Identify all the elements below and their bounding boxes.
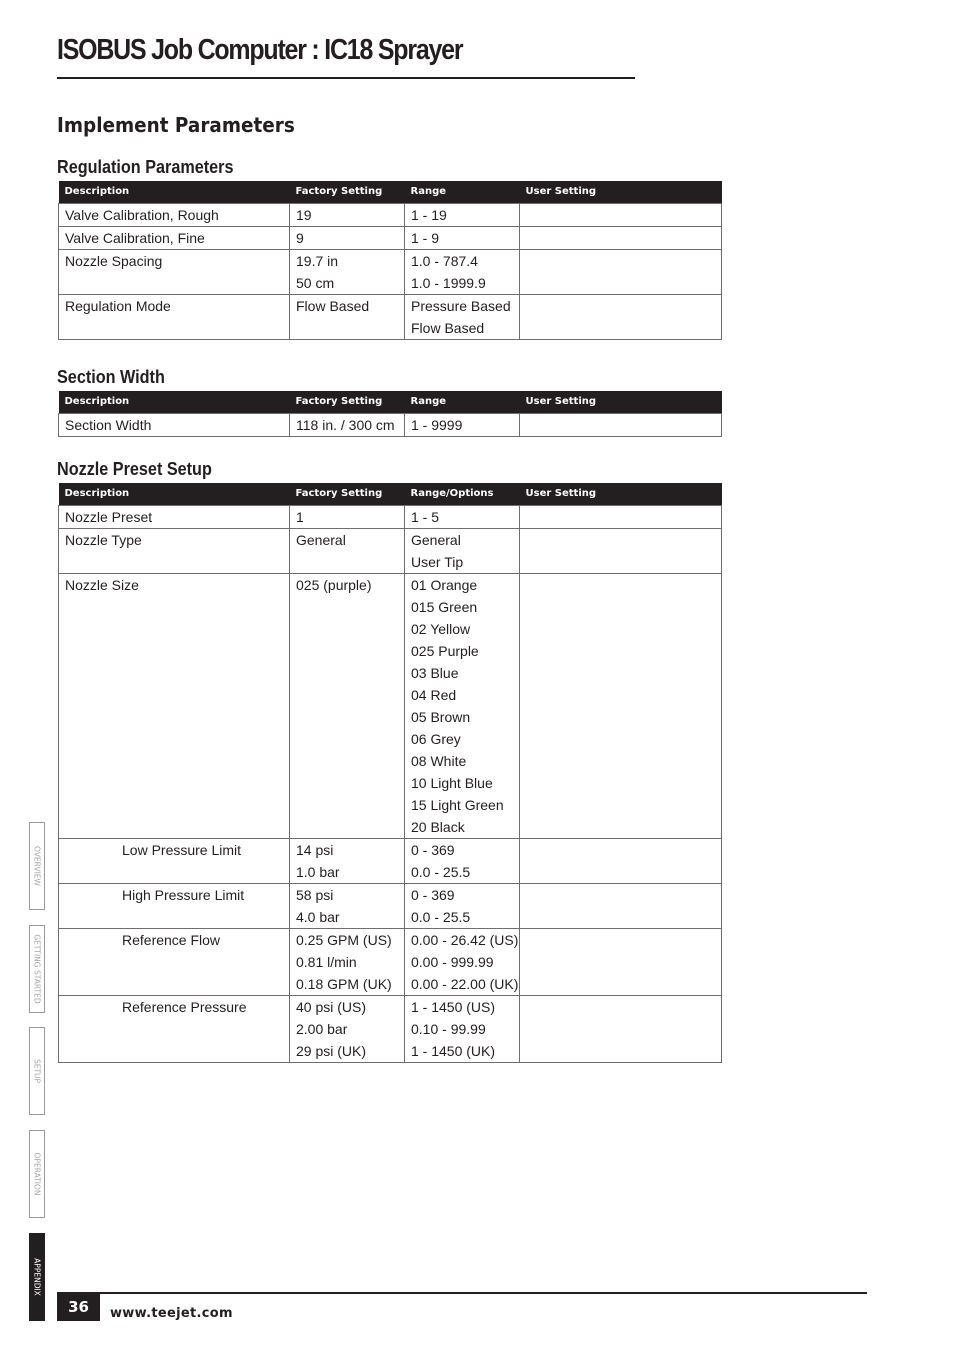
nozzle-preset-setup-title: Nozzle Preset Setup — [57, 459, 212, 479]
description-cell: Nozzle Spacing — [59, 250, 290, 295]
table-row — [59, 250, 722, 295]
table-row — [59, 839, 722, 884]
range-cell: 0 - 369 0.0 - 25.5 — [405, 839, 520, 884]
factory-setting-cell: 19.7 in 50 cm — [290, 250, 405, 295]
section-width-title: Section Width — [57, 367, 165, 387]
column-header: Range/Options — [405, 483, 520, 506]
table-row — [59, 204, 722, 227]
table-row — [59, 529, 722, 574]
description-cell: Valve Calibration, Rough — [59, 204, 290, 227]
factory-setting-cell: 58 psi 4.0 bar — [290, 884, 405, 929]
section-title: Implement Parameters — [57, 113, 295, 137]
factory-setting-cell: 40 psi (US) 2.00 bar 29 psi (UK) — [290, 996, 405, 1063]
factory-setting-cell: 14 psi 1.0 bar — [290, 839, 405, 884]
table-row — [59, 295, 722, 340]
side-tab-setup[interactable]: SETUP — [29, 1027, 45, 1115]
table-row — [59, 506, 722, 529]
nozzle-preset-setup-table — [58, 483, 722, 1063]
regulation-parameters-table — [58, 181, 722, 340]
table-row — [59, 996, 722, 1063]
user-setting-cell[interactable] — [520, 414, 722, 437]
column-header: User Setting — [520, 181, 722, 204]
column-header: Factory Setting — [290, 483, 405, 506]
factory-setting-cell: 0.25 GPM (US) 0.81 l/min 0.18 GPM (UK) — [290, 929, 405, 996]
column-header: Factory Setting — [290, 181, 405, 204]
range-cell: 1 - 5 — [405, 506, 520, 529]
table-row — [59, 227, 722, 250]
factory-setting-cell: 9 — [290, 227, 405, 250]
description-cell: Valve Calibration, Fine — [59, 227, 290, 250]
factory-setting-cell: 118 in. / 300 cm — [290, 414, 405, 437]
range-cell: 1.0 - 787.4 1.0 - 1999.9 — [405, 250, 520, 295]
description-cell: Reference Flow — [59, 929, 290, 996]
page-number: 36 — [57, 1294, 100, 1321]
user-setting-cell[interactable] — [520, 529, 722, 574]
range-cell: 1 - 9 — [405, 227, 520, 250]
description-cell: Nozzle Size — [59, 574, 290, 839]
range-cell: 1 - 9999 — [405, 414, 520, 437]
user-setting-cell[interactable] — [520, 929, 722, 996]
side-tab-overview[interactable]: OVERVIEW — [29, 822, 45, 910]
table-row — [59, 414, 722, 437]
range-cell: 0.00 - 26.42 (US) 0.00 - 999.99 0.00 - 22.00 (UK) — [405, 929, 520, 996]
range-cell: 01 Orange 015 Green 02 Yellow 025 Purple 03 Blue 04 Red 05 Brown 06 Grey 08 White 10 Light Blue 15 Light Green 20 Black — [405, 574, 520, 839]
column-header: User Setting — [520, 391, 722, 414]
column-header: Range — [405, 391, 520, 414]
section-width-table — [58, 391, 722, 437]
title-rule — [57, 77, 635, 79]
column-header: Factory Setting — [290, 391, 405, 414]
document-title: ISOBUS Job Computer : IC18 Sprayer — [57, 34, 463, 66]
user-setting-cell[interactable] — [520, 506, 722, 529]
side-tab-operation[interactable]: OPERATION — [29, 1130, 45, 1218]
description-cell: Low Pressure Limit — [59, 839, 290, 884]
footer-rule — [57, 1292, 867, 1294]
description-cell: Nozzle Type — [59, 529, 290, 574]
table-row — [59, 929, 722, 996]
side-tab-getting-started[interactable]: GETTING STARTED — [29, 925, 45, 1013]
range-cell: 1 - 19 — [405, 204, 520, 227]
description-cell: High Pressure Limit — [59, 884, 290, 929]
column-header: Range — [405, 181, 520, 204]
user-setting-cell[interactable] — [520, 204, 722, 227]
regulation-parameters-title: Regulation Parameters — [57, 157, 234, 177]
user-setting-cell[interactable] — [520, 884, 722, 929]
website-link[interactable]: www.teejet.com — [110, 1306, 233, 1321]
range-cell: General User Tip — [405, 529, 520, 574]
range-cell: 1 - 1450 (US) 0.10 - 99.99 1 - 1450 (UK) — [405, 996, 520, 1063]
description-cell: Regulation Mode — [59, 295, 290, 340]
description-cell: Reference Pressure — [59, 996, 290, 1063]
user-setting-cell[interactable] — [520, 839, 722, 884]
factory-setting-cell: 19 — [290, 204, 405, 227]
column-header: Description — [59, 391, 290, 414]
factory-setting-cell: 025 (purple) — [290, 574, 405, 839]
range-cell: Pressure Based Flow Based — [405, 295, 520, 340]
factory-setting-cell: General — [290, 529, 405, 574]
side-tab-appendix[interactable]: APPENDIX — [29, 1233, 45, 1321]
table-row — [59, 574, 722, 839]
user-setting-cell[interactable] — [520, 574, 722, 839]
description-cell: Section Width — [59, 414, 290, 437]
description-cell: Nozzle Preset — [59, 506, 290, 529]
column-header: Description — [59, 483, 290, 506]
factory-setting-cell: 1 — [290, 506, 405, 529]
column-header: Description — [59, 181, 290, 204]
column-header: User Setting — [520, 483, 722, 506]
range-cell: 0 - 369 0.0 - 25.5 — [405, 884, 520, 929]
user-setting-cell[interactable] — [520, 295, 722, 340]
table-row — [59, 884, 722, 929]
user-setting-cell[interactable] — [520, 227, 722, 250]
user-setting-cell[interactable] — [520, 250, 722, 295]
user-setting-cell[interactable] — [520, 996, 722, 1063]
factory-setting-cell: Flow Based — [290, 295, 405, 340]
